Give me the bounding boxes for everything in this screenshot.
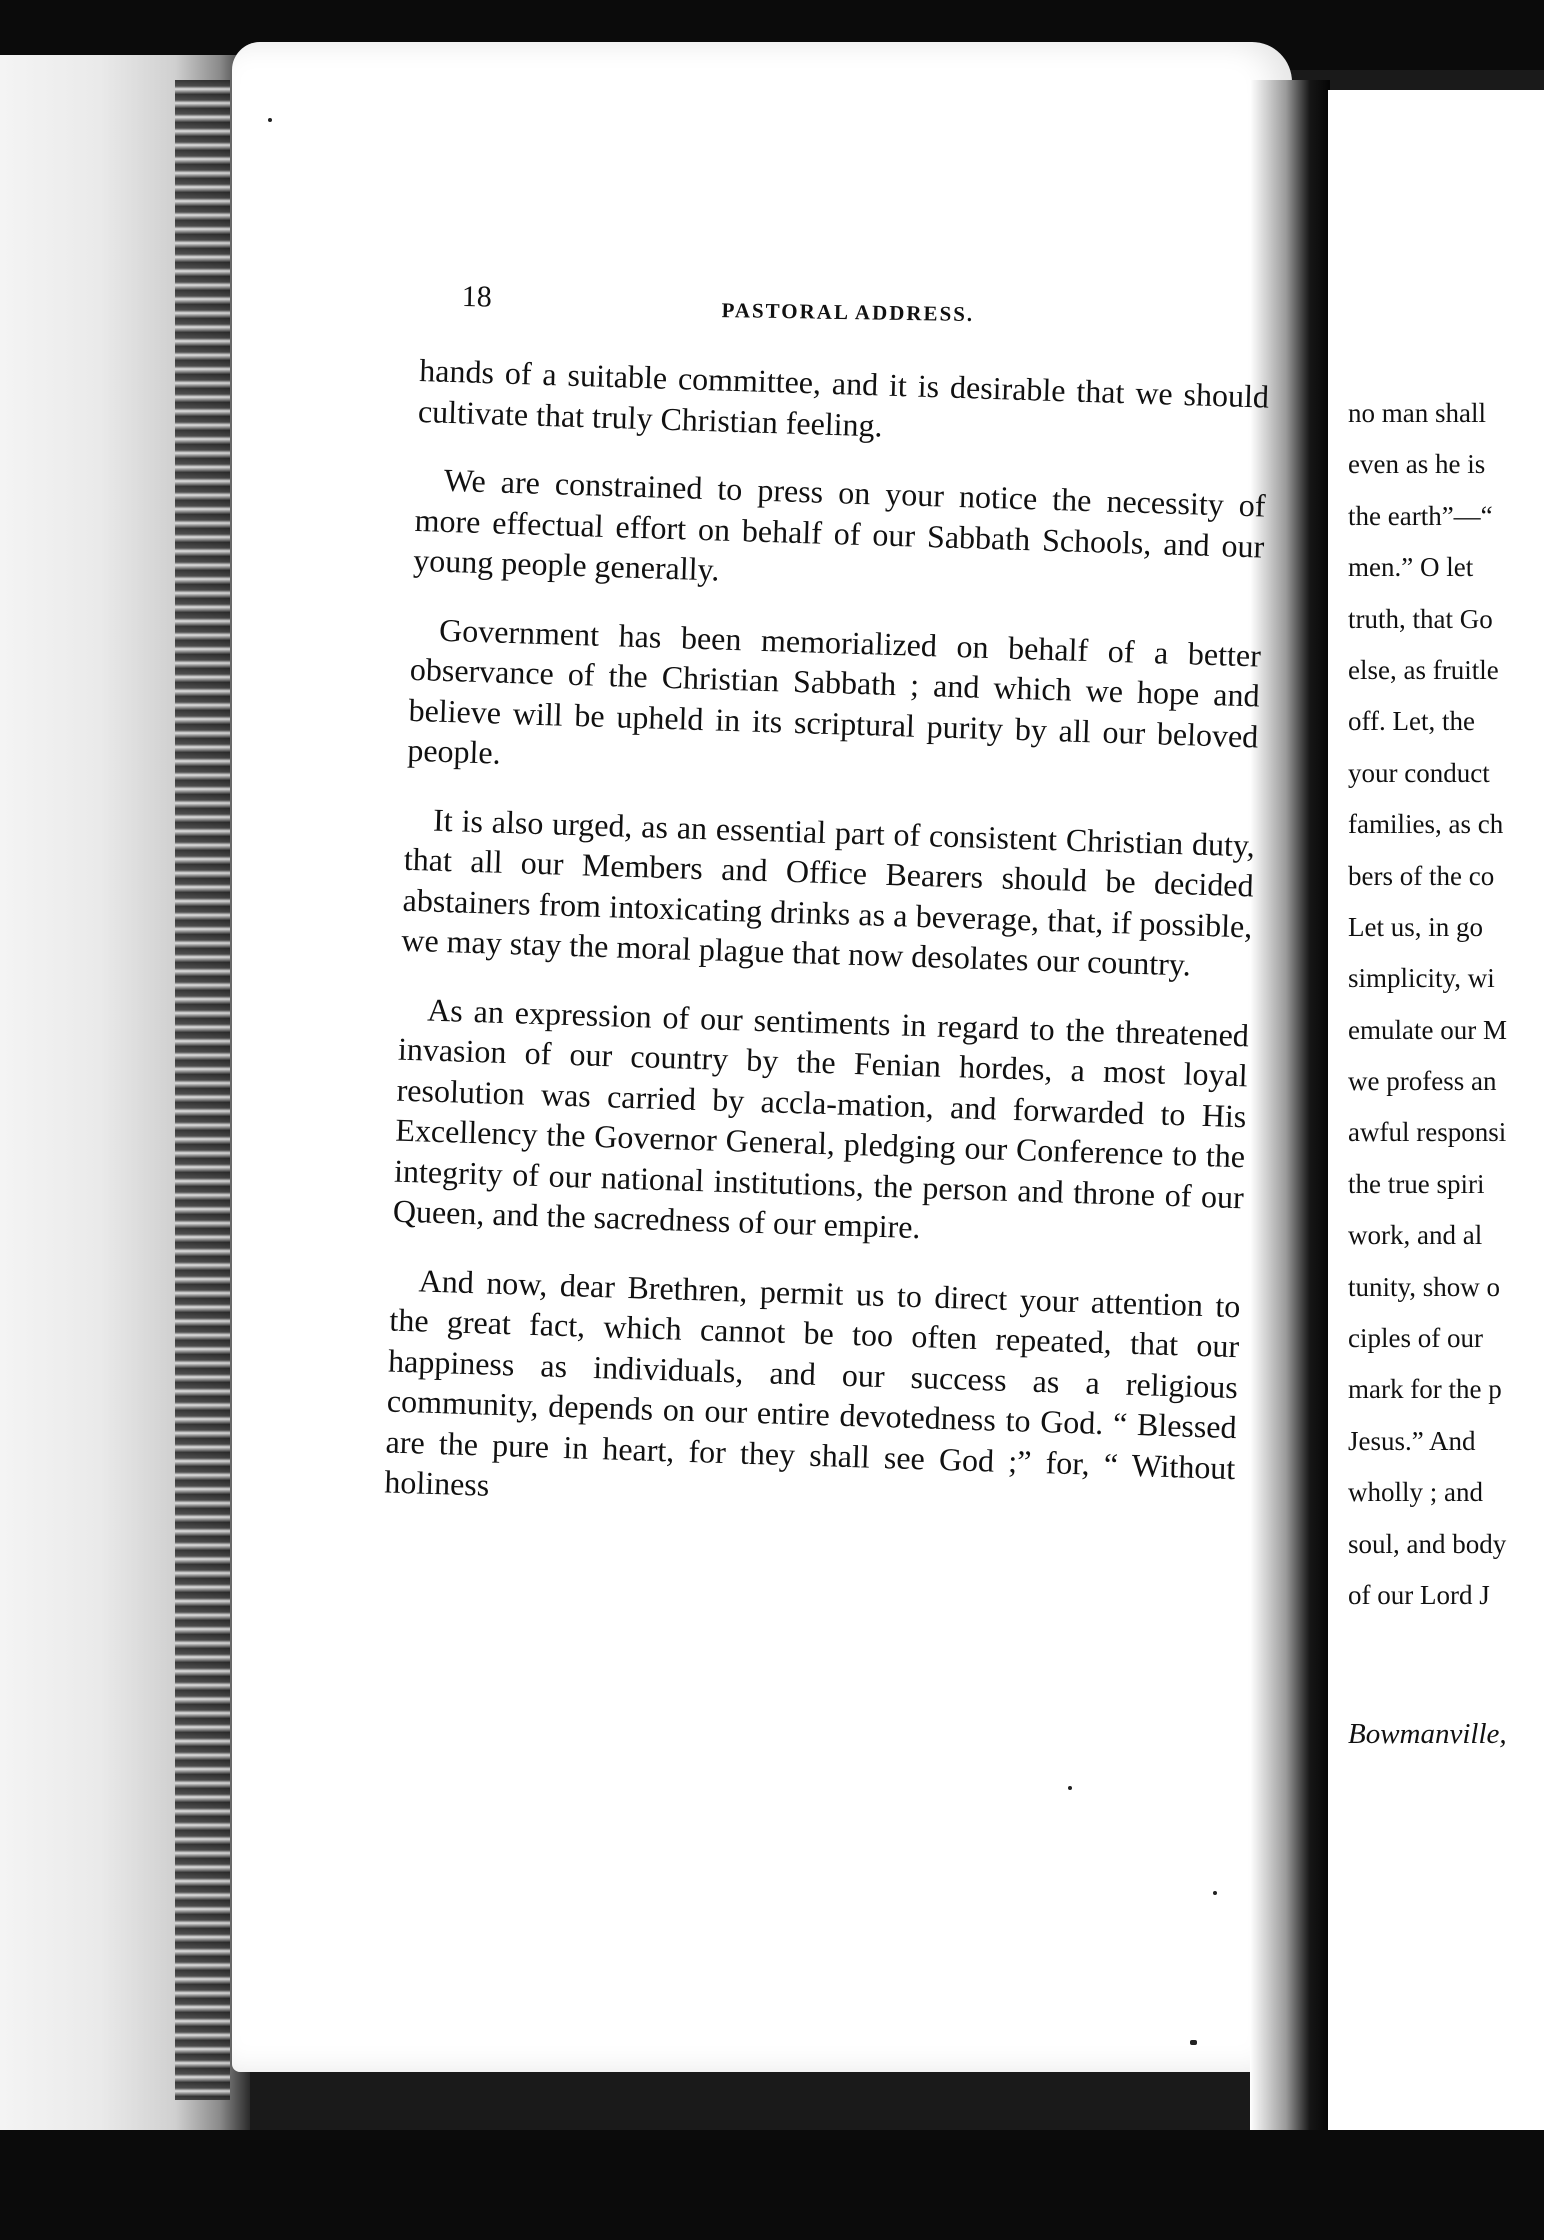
text-line: families, as ch [1348,809,1504,840]
text-line: tunity, show o [1348,1271,1501,1302]
text-line: else, as fruitle [1348,654,1499,685]
text-line: we profess an [1348,1066,1497,1097]
paragraph: And now, dear Brethren, permit us to direct your attention to the great fact, which cannot be too often repeated, that our happiness as individuals, and our success as a religious community, depends on our entire devotedness to God. “ Blessed are the pure in heart, for they shall see God ;” for, “ Without holiness [383,1261,1241,1503]
text-line: ciples of our [1348,1323,1483,1354]
text-line: truth, that Go [1348,603,1493,634]
text-line: soul, and body [1348,1528,1507,1559]
text-line: awful responsi [1348,1117,1507,1148]
page-number: 18 [461,280,492,314]
text-line: simplicity, wi [1348,963,1495,994]
text-line: the true spiri [1348,1168,1485,1199]
text-line: wholly ; and [1348,1477,1483,1508]
text-line: off. Let, the [1348,706,1475,737]
paragraph: hands of a suitable committee, and it is desirable that we should cultivate that truly Christian feeling. [417,351,1270,444]
paragraph: Government has been memorialized on behalf of a better observance of the Christian Sabbath ; and which we hope and believe will be upheld in its scriptural purity by all our beloved people. [406,611,1262,771]
text-line: the earth”—“ [1348,500,1493,531]
text-line: even as he is [1348,449,1486,480]
scanner-background-bottom [0,2130,1544,2240]
paragraph: As an expression of our sentiments in regard to the threatened invasion of our country by the Fenian hordes, a most loyal resolution was carried by accla-mation, and forwarded to His Excellency the Governor General, pledging our Conference to the integrity of our national institutions, the person and throne of our Queen, and the sacredness of our empire. [392,991,1250,1246]
running-head-title: PASTORAL ADDRESS. [721,298,975,327]
ink-speck [268,118,272,122]
text-line: of our Lord J [1348,1579,1490,1610]
ink-speck [1190,2040,1197,2045]
text-line: mark for the p [1348,1374,1502,1405]
page-edges [175,80,230,2100]
right-page-text [1348,388,1544,1621]
paragraph: We are constrained to press on your notice the necessity of more effectual effort on behalf of our Sabbath Schools, and our young people generally. [412,461,1267,588]
ink-speck [1213,1891,1217,1895]
left-page-body [383,350,1270,1557]
text-line: bers of the co [1348,860,1495,891]
text-line: your conduct [1348,757,1490,788]
ink-speck [1068,1786,1072,1790]
text-line: emulate our M [1348,1014,1507,1045]
paragraph: It is also urged, as an essential part of consistent Christian duty, that all our Members and Office Bearers should be decided abstainers from intoxicating drinks as a beverage, that, if possible, we may stay the moral plague that now desolates our country. [400,801,1256,983]
text-line: no man shall [1348,398,1486,428]
text-line: Jesus.” And [1348,1425,1476,1456]
text-line: work, and al [1348,1220,1483,1251]
text-line: Let us, in go [1348,911,1483,942]
text-line: men.” O let [1348,552,1474,583]
signature-place: Bowmanville, [1348,1718,1507,1750]
